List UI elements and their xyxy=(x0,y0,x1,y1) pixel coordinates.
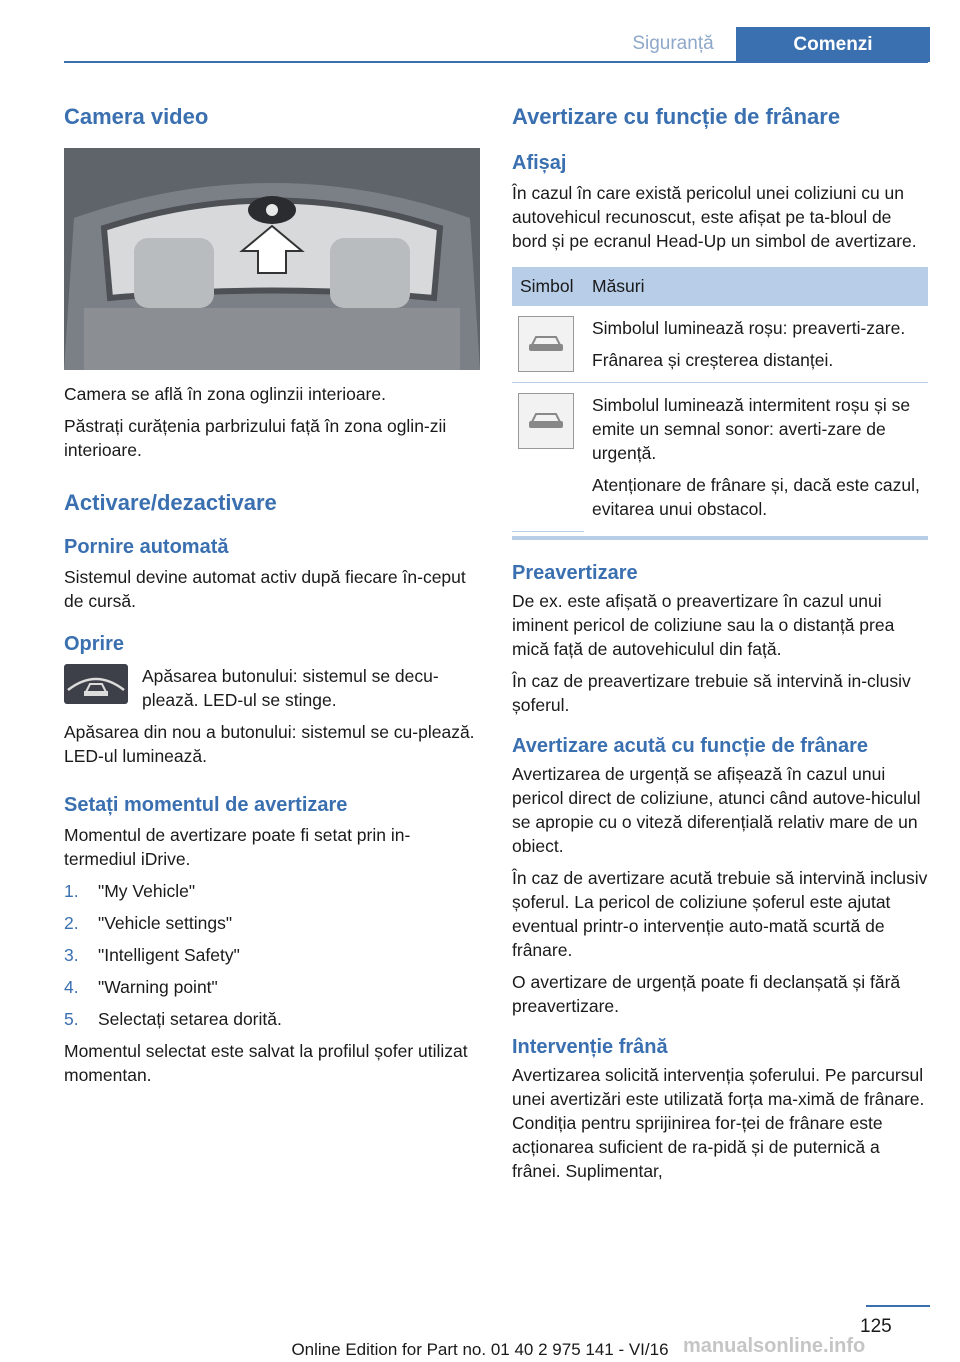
car-warning-flashing-icon xyxy=(518,393,574,449)
pornire-paragraph: Sistemul devine automat activ după fiecare în-ceput de cursă. xyxy=(64,567,466,611)
step-text: "Warning point" xyxy=(98,977,218,997)
oprire-row xyxy=(64,664,480,712)
acuta-paragraph-1: Avertizarea de urgență se afișează în cazul unui pericol direct de coliziune, atunci când autove-hiculul se apropie cu o viteză diferențială relativ mare de un obiect. xyxy=(512,763,921,856)
footer-rule xyxy=(866,1305,930,1307)
preavertizare-title: Preavertizare xyxy=(512,561,638,584)
left-column xyxy=(64,100,480,1087)
camera-photo xyxy=(64,148,480,370)
step-number: 1. xyxy=(64,881,79,901)
step-number: 3. xyxy=(64,945,79,965)
header-rule xyxy=(64,61,928,63)
afisaj-paragraph: În cazul în care există pericolul unei coliziuni cu un autovehicul recunoscut, este afișat pe ta-bloul de bord și pe ecranul Head-Up un simbol de avertizare. xyxy=(512,183,917,251)
step-number: 2. xyxy=(64,913,79,933)
measure-line-1: Simbolul luminează roșu: preaverti-zare. xyxy=(592,318,906,338)
oprire-button-image xyxy=(64,664,142,712)
step-number: 4. xyxy=(64,977,79,997)
symbol-cell xyxy=(512,383,584,532)
list-item xyxy=(64,1007,480,1031)
activare-title: Activare/dezactivare xyxy=(64,490,277,515)
oprire-title: Oprire xyxy=(64,633,125,655)
table-header-simbol: Simbol xyxy=(512,267,584,306)
camera-windshield-image xyxy=(64,148,480,370)
interventie-title: Intervenție frână xyxy=(512,1035,668,1058)
preavertizare-paragraph-1: De ex. este afișată o preavertizare în cazul unui iminent pericol de coliziune sau la o distanță prea mică față de autovehiculul din față. xyxy=(512,590,895,659)
list-item xyxy=(64,879,480,903)
camera-title: Camera video xyxy=(64,104,209,129)
steps-list xyxy=(64,879,480,1031)
step-text: Selectați setarea dorită. xyxy=(98,1009,282,1029)
acuta-paragraph-3: O avertizare de urgență poate fi declanșată și fără preavertizare. xyxy=(512,971,901,1016)
camera-paragraph-1: Camera se află în zona oglinzii interioare. xyxy=(64,384,386,404)
step-text: "My Vehicle" xyxy=(98,881,196,901)
measures-cell xyxy=(584,383,928,532)
oprire-paragraph-1: Apăsarea butonului: sistemul se decu-plează. LED-ul se stinge. xyxy=(142,666,439,710)
collision-warning-button-icon xyxy=(64,664,128,704)
acuta-paragraph-2: În caz de avertizare acută trebuie să intervină inclusiv șoferul. La pericol de coliziune șoferul este ajutat eventual printr-o intervenție auto-mată scurtă de frânare. xyxy=(512,867,928,960)
step-number: 5. xyxy=(64,1009,79,1029)
car-warning-icon xyxy=(518,316,574,372)
page-number: 125 xyxy=(860,1316,892,1337)
step-text: "Intelligent Safety" xyxy=(98,945,240,965)
measure-line-1: Simbolul luminează intermitent roșu și se emite un semnal sonor: averti-zare de urgență. xyxy=(592,395,911,463)
watermark: manualsonline.info xyxy=(683,1335,866,1357)
symbol-table xyxy=(512,267,928,532)
measure-line-2: Frânarea și creșterea distanței. xyxy=(592,350,834,370)
table-row xyxy=(512,306,928,383)
table-header-masuri: Măsuri xyxy=(584,267,928,306)
preavertizare-paragraph-2: În caz de preavertizare trebuie să intervină in-clusiv șoferul. xyxy=(512,670,911,715)
list-item xyxy=(64,975,480,999)
avertizare-title: Avertizare cu funcție de frânare xyxy=(512,104,841,129)
setati-title: Setați momentul de avertizare xyxy=(64,794,348,816)
symbol-cell xyxy=(512,306,584,383)
pornire-title: Pornire automată xyxy=(64,536,229,558)
list-item xyxy=(64,943,480,967)
measures-cell xyxy=(584,306,928,383)
interventie-paragraph: Avertizarea solicită intervenția șoferului. Pe parcursul unei avertizări este utilizată forța ma-ximă de frânare. Condiția pentru sprijinirea for-ței de frânare este acționarea suficient de ra-pidă și de puternică a frânei. Suplimentar, xyxy=(512,1064,925,1181)
setati-paragraph: Momentul de avertizare poate fi setat prin in-termediul iDrive. xyxy=(64,825,411,869)
header-tab-comenzi[interactable]: Comenzi xyxy=(736,27,930,62)
table-bottom-rule xyxy=(512,536,928,540)
list-item xyxy=(64,911,480,935)
table-row xyxy=(512,383,928,532)
final-paragraph: Momentul selectat este salvat la profilul șofer utilizat momentan. xyxy=(64,1041,468,1085)
acuta-title: Avertizare acută cu funcție de frânare xyxy=(512,734,869,757)
right-column xyxy=(512,100,928,1183)
measure-line-2: Atenționare de frânare și, dacă este cazul, evitarea unui obstacol. xyxy=(592,475,920,519)
footer-edition: Online Edition for Part no. 01 40 2 975 141 - VI/16 xyxy=(291,1340,669,1359)
header-tab-siguranta[interactable]: Siguranță xyxy=(632,33,714,54)
camera-paragraph-2: Păstrați curățenia parbrizului față în zona oglin-zii interioare. xyxy=(64,416,447,460)
step-text: "Vehicle settings" xyxy=(98,913,233,933)
oprire-paragraph-2: Apăsarea din nou a butonului: sistemul se cu-plează. LED-ul luminează. xyxy=(64,722,475,766)
afisaj-title: Afișaj xyxy=(512,152,567,174)
